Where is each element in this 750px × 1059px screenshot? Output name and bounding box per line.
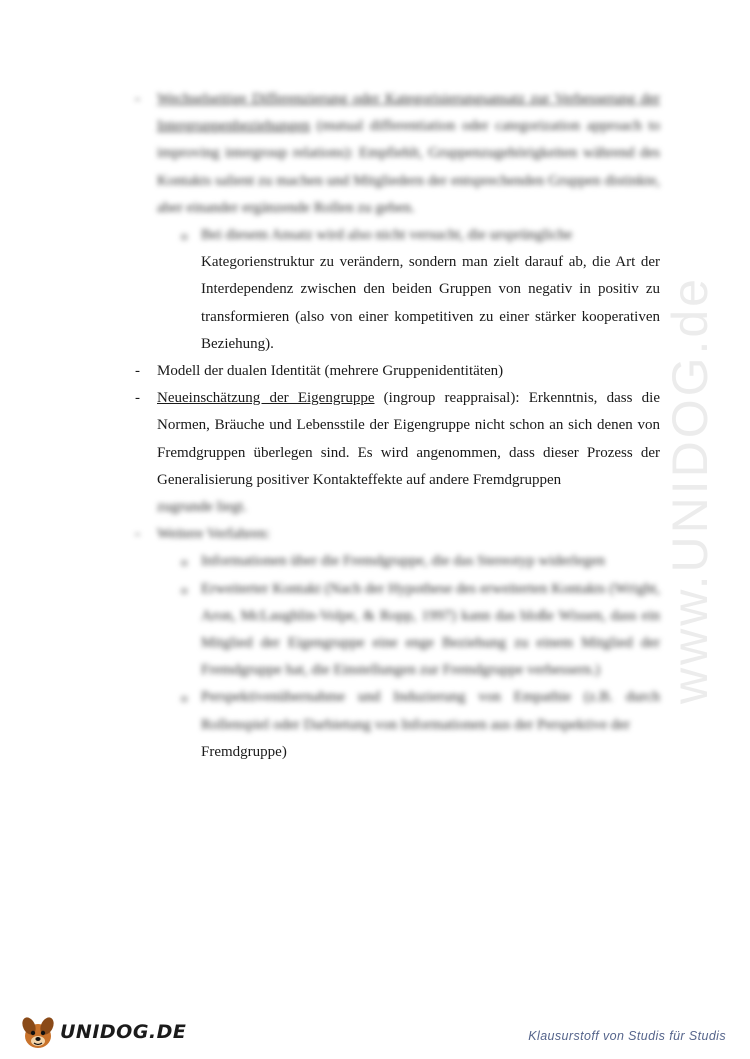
unidog-logo <box>20 1008 186 1056</box>
list-item-dual-identity <box>135 358 660 385</box>
item-blurred-tail: zugrunde liegt. <box>157 499 247 516</box>
sub-item-text: Perspektivenübernahme und Induzierung von Empathie (z.B. durch Rollenspiel oder Darbietung von Informationen aus der Perspektive der <box>201 689 660 733</box>
bullet-circle: o <box>181 690 188 706</box>
sub-item-text: Kategorienstruktur zu verändern, sondern man zielt darauf ab, die Art der Interdependenz zwischen den beiden Gruppen von negativ in positiv zu transformieren (also von einer kompetitiven zu einer stärker kooperativen Beziehung). <box>201 254 660 352</box>
bullet-circle: o <box>181 228 188 244</box>
term-underlined: Neueinschätzung der Eigengruppe <box>157 390 375 407</box>
sub-item-extended-contact <box>135 576 660 685</box>
bullet-circle: o <box>181 554 188 570</box>
document-body <box>135 86 660 766</box>
list-item-ingroup-reappraisal <box>135 385 660 521</box>
sub-item-interdependence <box>135 222 660 358</box>
dog-icon <box>20 1012 56 1052</box>
sub-item-text: Informationen über die Fremdgruppe, die das Stereotyp widerlegen <box>201 553 606 570</box>
list-item-further-methods <box>135 521 660 548</box>
item-text: Weitere Verfahren: <box>157 526 271 543</box>
item-text: Modell der dualen Identität (mehrere Gruppenidentitäten) <box>157 363 504 380</box>
item-text: (ingroup reappraisal): Erkenntnis, dass die Normen, Bräuche und Lebensstile der Eigengruppe nicht schon an sich denen von Fremdgruppen überlegen sind. Es wird angenommen, dass dieser Prozess der Generalisierung positiver Kontakteffekte auf andere Fremdgruppen <box>157 390 660 488</box>
item-text: (mutual differentiation oder categorization approach to improving intergroup relations): Empfiehlt, Gruppenzugehörigkeiten während des Kontakts salient zu machen und Mitgliedern der entsprechenden Gruppen distinkte, aber einander ergänzende Rollen zu geben. <box>157 118 660 216</box>
footer-tagline: Klausurstoff von Studis für Studis <box>528 1029 726 1043</box>
sub-item-information <box>135 548 660 575</box>
bullet-dash: - <box>135 526 140 543</box>
list-item-mutual-differentiation <box>135 86 660 222</box>
bullet-dash: - <box>135 91 140 107</box>
sub-item-text: Erweiterter Kontakt (Nach der Hypothese des erweiterten Kontakts (Wright, Aron, McLaughlin-Volpe, & Ropp, 1997) kann das bloße Wissen, dass ein Mitglied der Eigengruppe eine enge Beziehung zu einem Mitglied der Fremdgruppe hat, die Einstellungen zur Fremdgruppe verbessern.) <box>201 580 660 679</box>
sub-item-blurred-line: Bei diesem Ansatz wird also nicht versucht, die ursprüngliche <box>201 227 573 244</box>
sub-item-last-line: Fremdgruppe) <box>201 743 287 760</box>
term-underlined: Wechselseitige Differenzierung oder Kategorisierungsansatz zur Verbesserung der Intergruppenbeziehungen <box>157 91 660 135</box>
bullet-dash: - <box>135 390 140 407</box>
watermark-text: www.UNIDOG.de <box>662 276 718 704</box>
bullet-dash: - <box>135 363 140 380</box>
bullet-circle: o <box>181 581 188 597</box>
sub-item-perspective-taking <box>135 684 660 766</box>
logo-text: UNIDOG.DE <box>60 1021 187 1043</box>
